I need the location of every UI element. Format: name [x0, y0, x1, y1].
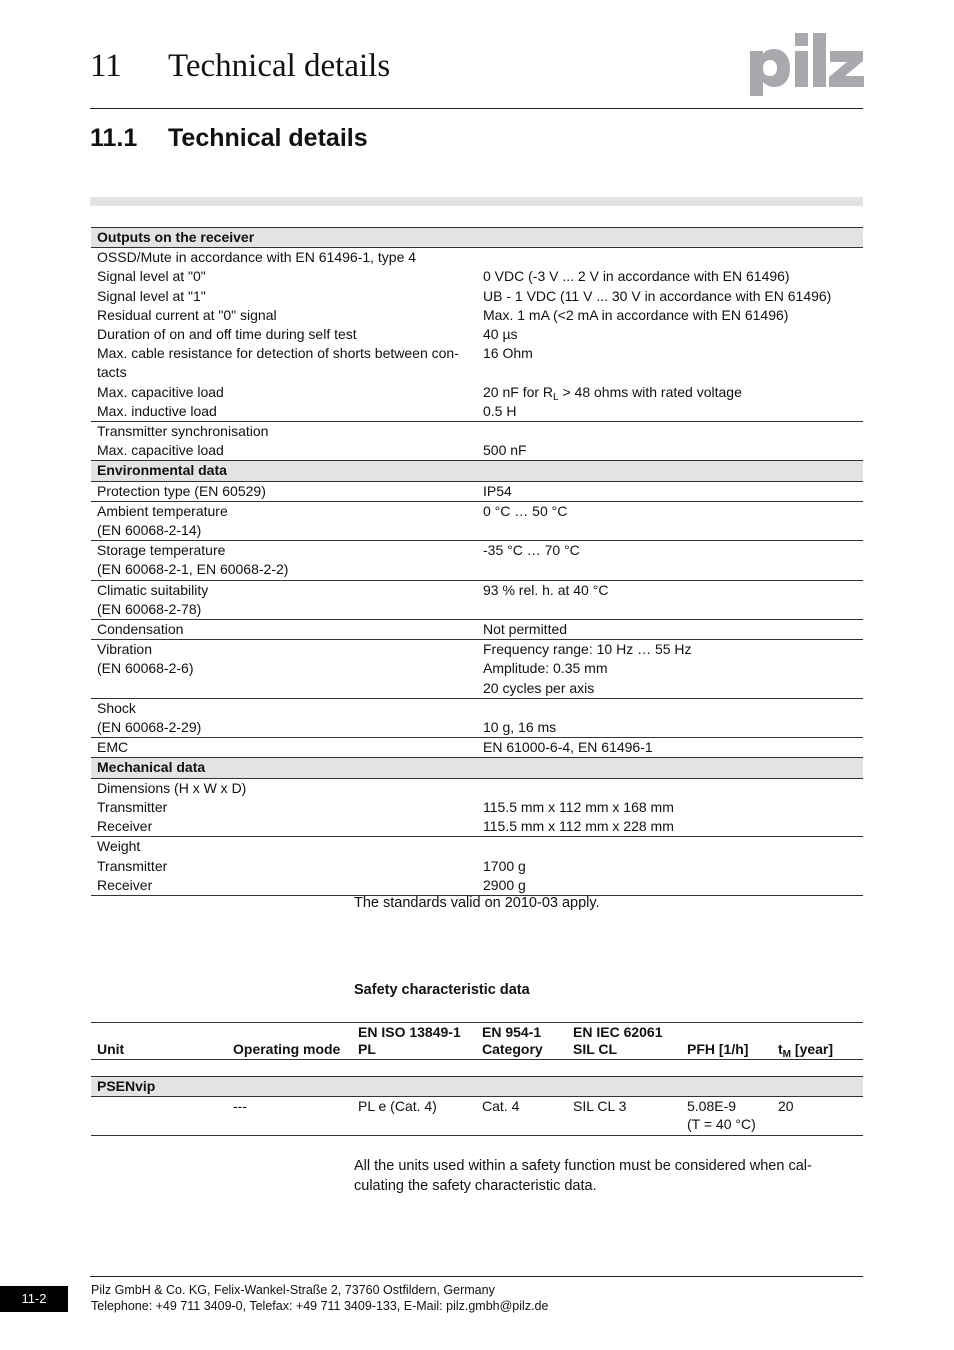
spec-value: Frequency range: 10 Hz … 55 Hz: [483, 641, 692, 658]
spec-label: Climatic suitability (EN 60068-2-78): [97, 581, 209, 617]
spec-row: [91, 541, 863, 580]
cell-category: Cat. 4: [476, 1097, 567, 1136]
section-divider-bar: [90, 197, 863, 206]
spec-value: 20 nF for $R_L > 48$ ohms with rated voltage: [483, 383, 742, 403]
spec-row: [91, 501, 863, 540]
col-tm-suffix: [year]: [791, 1041, 834, 1058]
spec-value: [477, 837, 863, 857]
spec-row: [91, 287, 863, 306]
spec-row: [91, 248, 863, 268]
cell-pfh: [681, 1097, 772, 1136]
spec-value: [477, 248, 863, 268]
technical-specs-table: [91, 227, 863, 896]
safety-characteristic-table: [91, 1022, 863, 1136]
spec-value: [477, 778, 863, 798]
spec-header-row: [91, 228, 863, 248]
safety-note: All the units used within a safety function must be considered when cal- culating the safety characteristic data.: [354, 1158, 812, 1194]
standards-note: The standards valid on 2010-03 apply.: [354, 895, 600, 911]
spec-label: Transmitter synchronisation: [97, 423, 269, 440]
spec-row: [91, 679, 863, 699]
col-en-iec-line2: SIL CL: [573, 1041, 618, 1058]
spec-value: Not permitted: [483, 621, 568, 638]
spec-row: [91, 817, 863, 837]
spec-label: Max. cable resistance for detection of shorts between con- tacts: [97, 345, 459, 381]
spec-row: [91, 718, 863, 738]
spec-group: [91, 620, 863, 640]
col-tm-prefix: t: [778, 1041, 783, 1058]
spec-label: Max. inductive load: [97, 402, 217, 419]
spec-group: [91, 501, 863, 540]
chapter-title-text: Technical details: [168, 48, 391, 84]
spec-row: [91, 402, 863, 422]
spec-value: Amplitude: 0.35 mm: [483, 660, 608, 677]
spec-value: 115.5 mm x 112 mm x 168 mm: [483, 798, 674, 815]
spec-value: [477, 422, 863, 442]
page-number: 11-2: [0, 1286, 68, 1312]
cell-pfh-value: 5.08E-9: [687, 1098, 737, 1114]
cell-operating-mode: ---: [227, 1097, 352, 1136]
spec-label: Transmitter: [97, 857, 168, 874]
spec-value: Max. 1 mA (<2 mA in accordance with EN 61496): [483, 306, 789, 323]
pilz-logo: [746, 30, 866, 96]
spec-label: Weight: [97, 838, 141, 855]
spec-label: EMC: [97, 739, 129, 756]
spec-row: [91, 422, 863, 442]
spec-row: [91, 481, 863, 501]
footer-address: Pilz GmbH & Co. KG, Felix-Wankel-Straße 2, 73760 Ostfildern, Germany: [91, 1283, 495, 1297]
spec-row: [91, 344, 863, 382]
spec-group: [91, 738, 863, 758]
spec-label: Signal level at "1": [97, 287, 206, 304]
spec-group: [91, 698, 863, 737]
col-en-iso-line1: EN ISO 13849-1: [358, 1023, 461, 1040]
col-en-iec: [567, 1023, 681, 1060]
spec-value: 0 VDC (-3 V ... 2 V in accordance with EN 61496): [483, 268, 790, 285]
spec-label: Vibration: [97, 641, 153, 658]
spec-section-header: [91, 758, 863, 778]
spec-value: 10 g, 16 ms: [483, 719, 557, 736]
spec-row: [91, 778, 863, 798]
col-tm: [772, 1023, 863, 1060]
cell-pfh-condition: (T = 40 °C): [687, 1115, 756, 1132]
spec-label: (EN 60068-2-6): [97, 660, 194, 677]
spec-section-header: [91, 461, 863, 481]
col-en-954: [476, 1023, 567, 1060]
spec-header-label: Mechanical data: [91, 758, 863, 778]
spec-value: IP54: [483, 482, 512, 499]
spec-value: -35 °C … 70 °C: [483, 542, 580, 559]
chapter-title: [90, 48, 390, 85]
spec-label: Duration of on and off time during self test: [97, 326, 357, 343]
spec-label: Transmitter: [97, 798, 168, 815]
chapter-number: 11: [90, 48, 122, 84]
col-en-954-line2: Category: [482, 1041, 543, 1058]
spec-label: Max. capacitive load: [97, 383, 224, 400]
spec-label: Dimensions (H x W x D): [97, 779, 247, 796]
cell-unit: [91, 1097, 227, 1136]
spec-value: 93 % rel. h. at 40 °C: [483, 581, 609, 598]
spec-label: Storage temperature (EN 60068-2-1, EN 60068-2-2): [97, 542, 289, 578]
spec-row: [91, 857, 863, 876]
spec-header-row: [91, 758, 863, 778]
cell-pl: PL e (Cat. 4): [352, 1097, 476, 1136]
spec-label: OSSD/Mute in accordance with EN 61496-1, type 4: [97, 249, 417, 266]
spec-row: [91, 580, 863, 619]
spec-group: [91, 580, 863, 619]
spec-label: Shock: [97, 699, 136, 716]
spec-value: 1700 g: [483, 857, 526, 874]
spec-row: [91, 876, 863, 896]
spec-value: 500 nF: [483, 442, 527, 459]
section-title: [90, 124, 368, 153]
section-title-text: Technical details: [168, 124, 368, 152]
cell-tm: 20: [772, 1097, 863, 1136]
safety-unit-row: [91, 1077, 863, 1097]
spec-row: [91, 640, 863, 660]
spec-row: [91, 267, 863, 286]
spec-label: Max. capacitive load: [97, 442, 224, 459]
col-unit: Unit: [91, 1023, 227, 1060]
spec-group: [91, 541, 863, 580]
spec-group: [91, 837, 863, 896]
cell-sil: SIL CL 3: [567, 1097, 681, 1136]
safety-header-row: [91, 1023, 863, 1060]
col-en-954-line1: EN 954-1: [482, 1023, 542, 1040]
spec-row: [91, 798, 863, 817]
spec-row: [91, 837, 863, 857]
col-en-iec-line1: EN IEC 62061: [573, 1023, 663, 1040]
spec-row: [91, 325, 863, 344]
safety-spacer-row: [91, 1060, 863, 1077]
spec-value-subscript: L: [553, 391, 559, 403]
col-pfh: PFH [1/h]: [681, 1023, 772, 1060]
col-en-iso: [352, 1023, 476, 1060]
spec-row: [91, 441, 863, 461]
spec-group: [91, 248, 863, 422]
spec-label: Residual current at "0" signal: [97, 306, 277, 323]
safety-heading: Safety characteristic data: [354, 982, 530, 998]
spec-row: [91, 659, 863, 678]
spec-row: [91, 620, 863, 640]
spec-label: (EN 60068-2-29): [97, 719, 202, 736]
spec-value: 20 cycles per axis: [483, 679, 595, 696]
section-number: 11.1: [90, 124, 138, 152]
spec-label: Receiver: [97, 818, 153, 835]
spec-value: EN 61000-6-4, EN 61496-1: [483, 739, 653, 756]
spec-group: [91, 640, 863, 699]
safety-data-row: [91, 1097, 863, 1136]
spec-row: [91, 738, 863, 758]
spec-value: 40 µs: [483, 326, 518, 343]
unit-name: PSENvip: [91, 1077, 863, 1097]
spec-group: [91, 422, 863, 461]
spec-value: 0.5 H: [483, 402, 517, 419]
spec-value: [477, 698, 863, 718]
spec-group: [91, 481, 863, 501]
spec-label: [91, 679, 477, 699]
spec-value: 2900 g: [483, 876, 526, 893]
spec-header-label: Environmental data: [91, 461, 863, 481]
spec-label: Receiver: [97, 876, 153, 893]
spec-value: 16 Ohm: [483, 345, 533, 362]
col-en-iso-line2: PL: [358, 1041, 376, 1058]
spec-group: [91, 778, 863, 837]
spec-row: [91, 383, 863, 402]
spec-row: [91, 306, 863, 325]
col-tm-sub: M: [782, 1049, 792, 1061]
spec-label: Protection type (EN 60529): [97, 482, 266, 499]
spec-section-header: [91, 228, 863, 248]
col-operating-mode: Operating mode: [227, 1023, 352, 1060]
header-rule: [90, 108, 863, 109]
spec-value: 0 °C … 50 °C: [483, 502, 568, 519]
spec-header-label: Outputs on the receiver: [91, 228, 863, 248]
spec-label: Condensation: [97, 621, 184, 638]
spec-value: 115.5 mm x 112 mm x 228 mm: [483, 818, 674, 835]
footer-rule: [90, 1276, 863, 1277]
spec-label: Ambient temperature (EN 60068-2-14): [97, 502, 228, 539]
footer-contact: Telephone: +49 711 3409-0, Telefax: +49 711 3409-133, E-Mail: pilz.gmbh@pilz.de: [91, 1299, 549, 1313]
spec-value: UB - 1 VDC (11 V ... 30 V in accordance with EN 61496): [483, 287, 832, 304]
spec-header-row: [91, 461, 863, 481]
spec-row: [91, 698, 863, 718]
spec-label: Signal level at "0": [97, 268, 206, 285]
